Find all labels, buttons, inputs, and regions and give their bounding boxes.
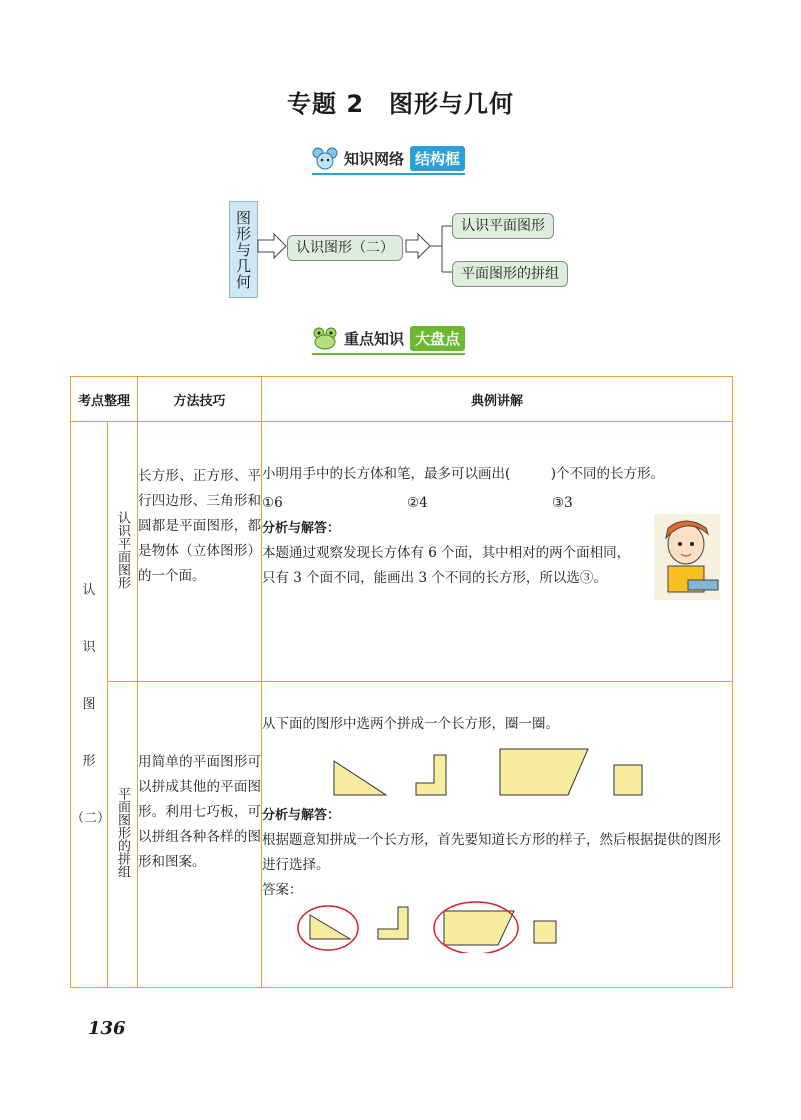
question-2: 从下面的图形中选两个拼成一个长方形，圈一圈。 xyxy=(262,716,560,732)
answer-l-shape xyxy=(378,907,408,939)
answer-shapes xyxy=(262,895,662,953)
analysis-1: 本题通过观察发现长方体有 6 个面，其中相对的两个面相同，只有 3 个面不同，能画出 3 个不同的长方形，所以选③。 xyxy=(262,545,631,586)
method-cell-1: 长方形、正方形、平行四边形、三角形和圆都是平面图形，都是物体（立体图形）的一个面。 xyxy=(138,422,262,682)
category-char: 图 xyxy=(82,697,96,712)
l-shape xyxy=(416,755,446,795)
analysis-label-1: 分析与解答： xyxy=(262,521,341,536)
knowledge-network-banner xyxy=(312,146,465,175)
table-row xyxy=(71,422,733,682)
category-char: 认 xyxy=(82,583,96,598)
banner2-text: 重点知识 xyxy=(344,330,405,348)
triangle-shape xyxy=(334,761,386,795)
sub-cell-1 xyxy=(108,422,138,682)
header-examples: 典例讲解 xyxy=(262,377,733,422)
page-number: 136 xyxy=(88,1018,126,1039)
table-header-row xyxy=(71,377,733,422)
boy-drawing-illustration xyxy=(654,514,720,600)
page-title: 专题 2 图形与几何 xyxy=(286,90,515,118)
mouse-mascot-icon xyxy=(312,147,338,171)
method-cell-2: 用简单的平面图形可以拼成其他的平面图形。利用七巧板，可以拼组各种各样的图形和图案。 xyxy=(138,682,262,988)
map-branch2: 平面图形的拼组 xyxy=(452,261,568,287)
question-1: 小明用手中的长方体和笔，最多可以画出( )个不同的长方形。 xyxy=(262,466,665,482)
square-shape xyxy=(614,765,642,795)
banner1-tag: 结构框 xyxy=(410,146,465,171)
options-1 xyxy=(262,491,732,516)
analysis-2: 根据题意知拼成一个长方形，首先要知道长方形的样子，然后根据提供的图形进行选择。 xyxy=(262,832,722,873)
category-cell xyxy=(71,422,111,988)
header-methods: 方法技巧 xyxy=(138,377,262,422)
sub-label-1: 认识平面图形 xyxy=(115,510,130,589)
answer-square xyxy=(534,921,556,943)
sub-label-2: 平面图形的拼组 xyxy=(115,787,130,878)
key-knowledge-banner xyxy=(312,326,465,355)
table-row xyxy=(71,682,733,988)
map-middle: 认识图形（二） xyxy=(287,235,403,261)
header-points: 考点整理 xyxy=(71,377,138,422)
example-cell-2 xyxy=(262,682,733,988)
analysis-label-2: 分析与解答： xyxy=(262,808,341,823)
frog-mascot-icon xyxy=(312,327,338,351)
option-2: ②4 xyxy=(407,495,428,511)
answer-label: 答案： xyxy=(262,882,303,898)
map-root: 图形与几何 xyxy=(229,201,258,298)
map-branch1: 认识平面图形 xyxy=(452,213,554,239)
answer-triangle xyxy=(310,915,350,939)
trapezoid-shape xyxy=(500,749,588,795)
answer-trapezoid xyxy=(444,911,514,945)
banner1-text: 知识网络 xyxy=(344,150,405,168)
sub-cell-2 xyxy=(108,682,138,988)
category-char: （二） xyxy=(71,811,111,826)
shape-choices xyxy=(262,743,662,799)
option-1: ①6 xyxy=(262,495,283,511)
category-char: 形 xyxy=(82,754,96,769)
category-char: 识 xyxy=(82,640,96,655)
option-3: ③3 xyxy=(552,495,573,511)
example-cell-1 xyxy=(262,422,733,682)
knowledge-table xyxy=(70,376,733,988)
banner2-tag: 大盘点 xyxy=(410,326,465,351)
